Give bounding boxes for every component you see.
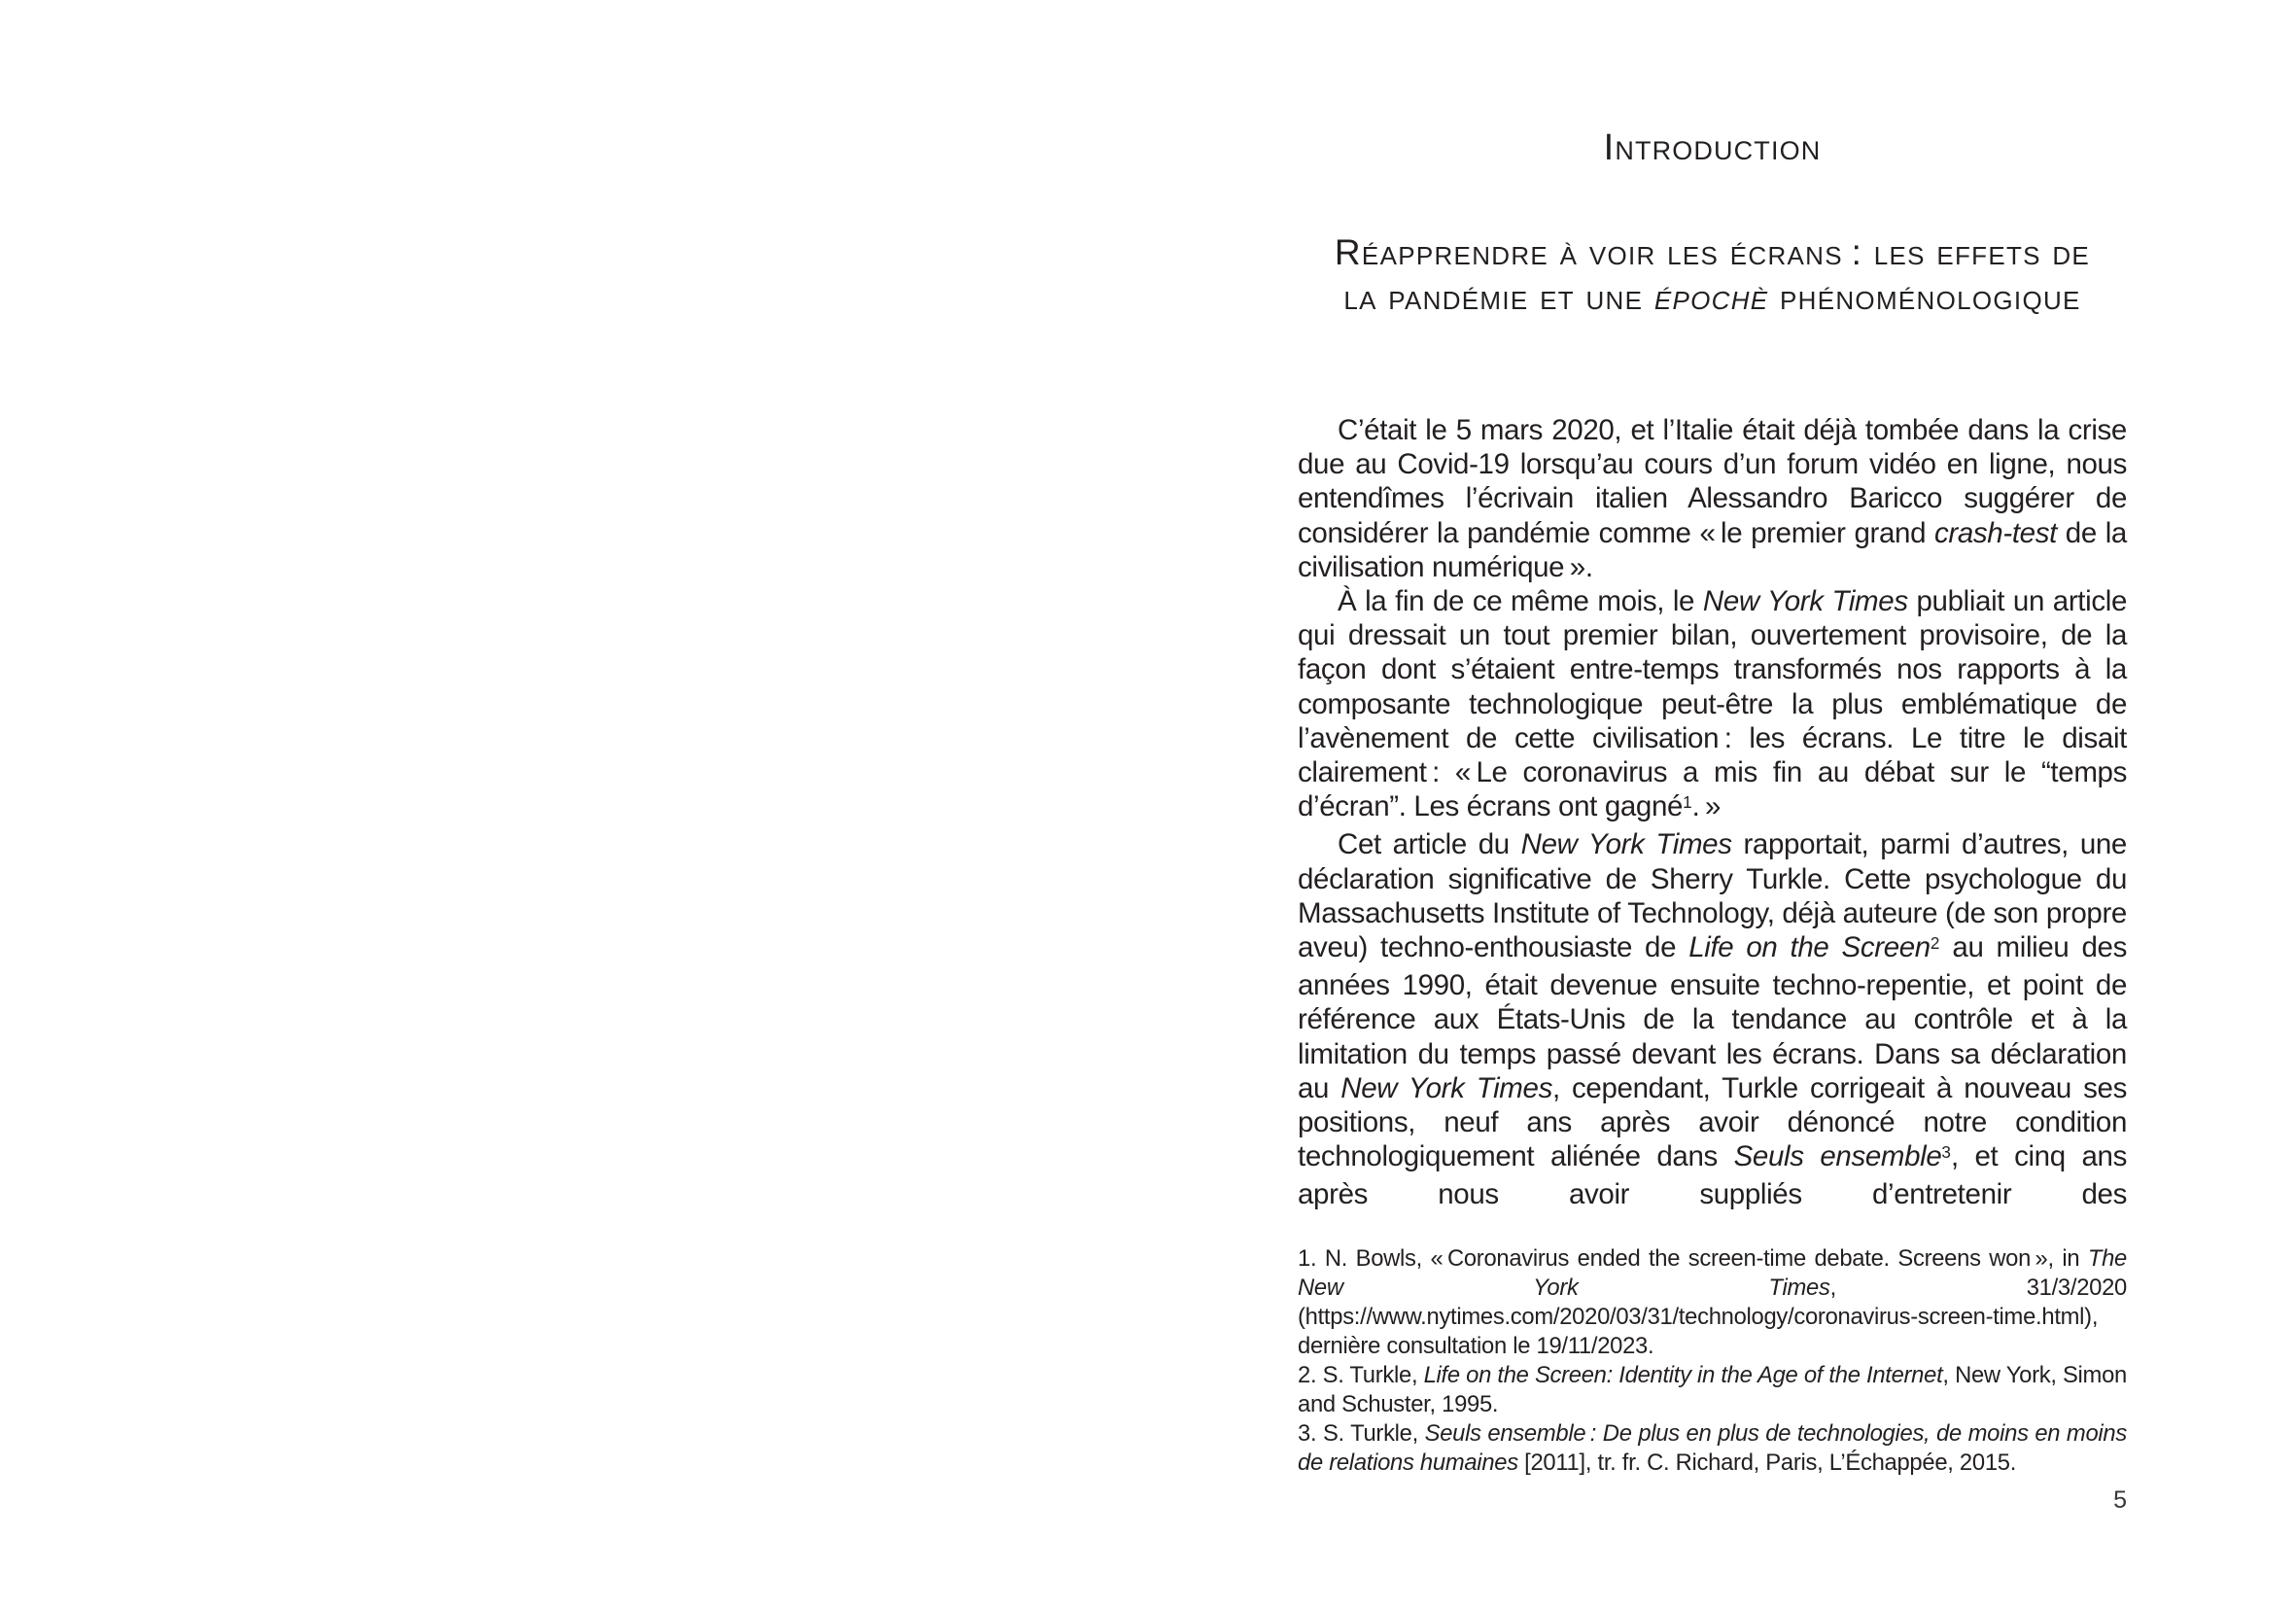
italic-segment: Seuls ensemble : De plus en plus de technologies, de moins en moins de relations humaines [1298, 1420, 2127, 1476]
italic-segment: crash-test [1933, 516, 2057, 549]
text-segment: , et cinq ans après nous avoir suppliés d’entretenir des [1298, 1140, 2127, 1211]
text-segment: . » [1691, 790, 1722, 823]
text-segment: , New York, Simon and Schuster, 1995. [1298, 1362, 2127, 1417]
subtitle-line-1 [1298, 230, 2127, 275]
italic-segment: The New York Times [1298, 1245, 2127, 1301]
text-segment: 2. S. Turkle, [1298, 1362, 1424, 1388]
paragraph-2 [1298, 584, 2127, 827]
italic-segment: Life on the Screen: Identity in the Age of the Internet [1423, 1362, 1943, 1388]
subtitle-line-2 [1298, 275, 2127, 320]
subtitle-text-segment: Réapprendre à voir les écrans : les effets de [1334, 232, 2091, 272]
text-segment: Cet article du [1338, 828, 1521, 861]
subtitle-italic-segment: épochè [1653, 277, 1769, 317]
text-segment: publiait un article qui dressait un tout premier bilan, ouvertement provisoire, de la façon dont s’étaient entre-temps transformés nos rapports à la composante technologique peut-être la plus emblématique de l’avènement de cette civilisation : les écrans. Le titre le disait clairement : « Le coronavirus a mis fin au débat sur le “temps d’écran”. Les écrans ont gagné [1298, 585, 2127, 823]
text-segment: au milieu des années 1990, était devenue ensuite techno-repentie, et point de référence aux États-Unis de la tendance au contrôle et à la limitation du temps passé devant les écrans. Dans sa déclaration au [1298, 931, 2128, 1104]
footnote-3 [1298, 1419, 2127, 1478]
footnote-1 [1298, 1244, 2127, 1361]
body-text [1298, 413, 2127, 1212]
text-column [1298, 0, 2127, 1607]
text-segment: de la civilisation numérique ». [1298, 516, 2127, 583]
footnote-2 [1298, 1361, 2127, 1419]
footnote-ref-1: 1 [1683, 793, 1692, 813]
italic-segment: New York Times [1702, 585, 1908, 618]
text-segment: C’était le 5 mars 2020, et l’Italie était déjà tombée dans la crise due au Covid-19 lorsqu’au cours d’un forum vidéo en ligne, nous entendîmes l’écrivain italien Alessandro Baricco suggérer de considérer la pandémie comme « le premier grand [1298, 414, 2127, 549]
paragraph-1 [1298, 413, 2127, 584]
italic-segment: New York Times [1520, 828, 1732, 861]
italic-segment: Seuls ensemble [1733, 1140, 1942, 1173]
footnotes [1298, 1244, 2127, 1478]
subtitle-text-segment: la pandémie et une [1343, 277, 1654, 317]
text-segment: À la fin de ce même mois, le [1338, 585, 1703, 618]
chapter-subtitle [1298, 230, 2127, 320]
subtitle-text-segment: phénoménologique [1768, 277, 2081, 317]
text-segment: [2011], tr. fr. C. Richard, Paris, L’Échappée, 2015. [1517, 1450, 2017, 1476]
text-segment: , cependant, Turkle corrigeait à nouveau ses positions, neuf ans après avoir dénoncé notre condition technologiquement aliénée dans [1298, 1071, 2127, 1173]
text-segment: 3. S. Turkle, [1298, 1420, 1425, 1447]
footnote-ref-3: 3 [1941, 1143, 1951, 1163]
page-number: 5 [2113, 1486, 2127, 1514]
paragraph-3 [1298, 827, 2127, 1211]
footnote-ref-2: 2 [1930, 933, 1940, 953]
italic-segment: Life on the Screen [1688, 931, 1931, 964]
text-segment: rapportait, parmi d’autres, une déclaration significative de Sherry Turkle. Cette psychologue du Massachusetts Institute of Technology, déjà auteure (de son propre aveu) techno-enthousiaste de [1298, 828, 2127, 964]
text-segment: 1. N. Bowls, « Coronavirus ended the screen-time debate. Screens won », in [1298, 1245, 2088, 1272]
chapter-title: Introduction [1603, 127, 1822, 168]
text-segment: , 31/3/2020 (https://www.nytimes.com/2020/03/31/technology/coronavirus-screen-time.html), dernière consultation le 19/11/2023. [1298, 1275, 2127, 1359]
italic-segment: New York Times [1340, 1071, 1552, 1104]
